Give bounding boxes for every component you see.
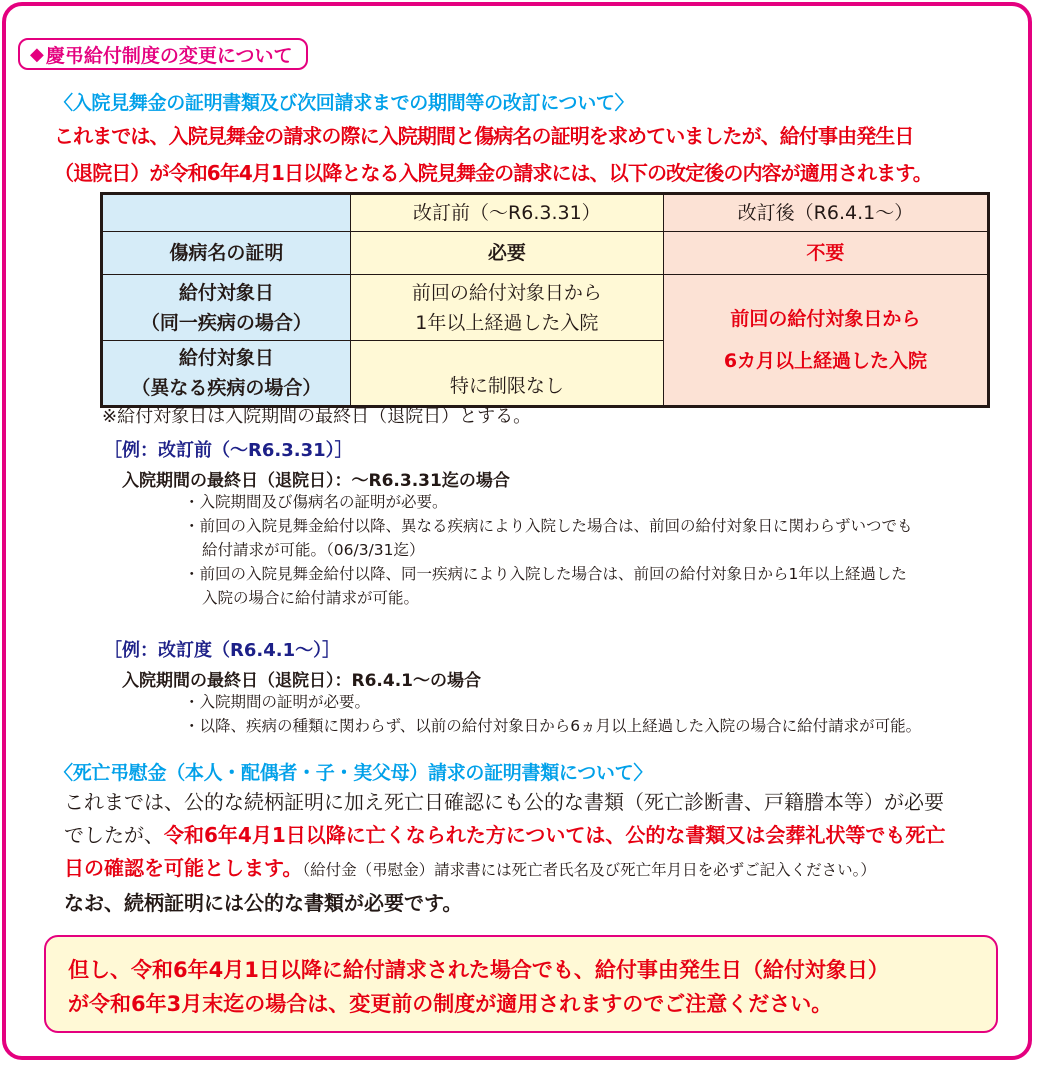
section2-paragraph [64, 786, 1014, 920]
cell-eligibility-after [663, 275, 988, 407]
row-label-line: 給付対象日 [178, 281, 274, 304]
section1-paragraph-line2: （退院日）が令和6年4月1日以降となる入院見舞金の請求には、以下の改定後の内容が適用されます。 [54, 161, 932, 185]
cell-line: 前回の給付対象日から [411, 281, 602, 304]
list-item-continuation: 給付請求が可能。（06/3/31迄） [202, 541, 425, 559]
list-item: ・入院期間の証明が必要。 [184, 693, 371, 711]
example1-subtitle: 入院期間の最終日（退院日）：〜R6.3.31迄の場合 [122, 471, 510, 491]
row-label-different-illness [102, 341, 351, 407]
page-title-text: 慶弔給付制度の変更について [45, 44, 293, 67]
section2-line3-note: （給付金（弔慰金）請求書には死亡者氏名及び死亡年月日を必ずご記入ください。） [302, 861, 876, 879]
example1-bullets [184, 490, 913, 610]
section2-heading: 〈死亡弔慰金（本人・配偶者・子・実父母）請求の証明書類について〉 [54, 762, 653, 784]
row-label-line: （同一疾病の場合） [140, 311, 312, 334]
cell-line: 1年以上経過した入院 [415, 311, 599, 334]
list-item-continuation: 入院の場合に給付請求が可能。 [202, 589, 420, 607]
row-label-diagnosis: 傷病名の証明 [102, 232, 351, 275]
header-after: 改訂後（R6.4.1〜） [663, 194, 988, 232]
cell-line: 前回の給付対象日から [730, 308, 921, 330]
section2-line3 [64, 852, 1014, 887]
section1-heading: 〈入院見舞金の証明書類及び次回請求までの期間等の改訂について〉 [54, 92, 634, 114]
table-row [102, 275, 989, 341]
header-before: 改訂前（〜R6.3.31） [350, 194, 663, 232]
section1-paragraph-line1: これまでは、入院見舞金の請求の際に入院期間と傷病名の証明を求めていましたが、給付事由発生日 [54, 124, 914, 148]
row-label-line: （異なる疾病の場合） [131, 377, 322, 399]
table-corner-cell [102, 194, 351, 232]
list-item: ・入院期間及び傷病名の証明が必要。 [184, 493, 448, 511]
notice-line1: 但し、令和6年4月1日以降に給付請求された場合でも、給付事由発生日（給付対象日） [68, 958, 889, 982]
cell-same-illness-before [350, 275, 663, 341]
section2-line4: なお、続柄証明には公的な書類が必要です。 [64, 891, 463, 915]
cell-different-illness-before: 特に制限なし [350, 341, 663, 407]
table-header-row [102, 194, 989, 232]
notice-box [44, 935, 998, 1033]
row-label-line: 給付対象日 [178, 347, 274, 369]
page-title [18, 38, 308, 70]
section2-line2 [64, 819, 1014, 852]
cell-line: 6カ月以上経過した入院 [723, 350, 928, 372]
section2-line3-highlight: 日の確認を可能とします。 [64, 856, 303, 880]
list-item: ・以降、疾病の種類に関わらず、以前の給付対象日から6ヵ月以上経過した入院の場合に給付請求が可能。 [184, 717, 922, 735]
diamond-icon: ◆ [30, 43, 44, 65]
section2-line1: これまでは、公的な続柄証明に加え死亡日確認にも公的な書類（死亡診断書、戸籍謄本等）が必要 [64, 790, 944, 814]
list-item: ・前回の入院見舞金給付以降、同一疾病により入院した場合は、前回の給付対象日から1年以上経過した [184, 565, 907, 583]
row-label-same-illness [102, 275, 351, 341]
list-item: ・前回の入院見舞金給付以降、異なる疾病により入院した場合は、前回の給付対象日に関わらずいつでも [184, 517, 913, 535]
comparison-table [100, 192, 990, 408]
example2-subtitle: 入院期間の最終日（退院日）：R6.4.1〜の場合 [122, 671, 481, 691]
table-footnote: ※給付対象日は入院期間の最終日（退院日）とする。 [102, 406, 532, 427]
section2-line2-highlight: 令和6年4月1日以降に亡くなられた方については、公的な書類又は会葬礼状等でも死亡 [164, 823, 946, 847]
example1-label: ［例：改訂前（〜R6.3.31）］ [104, 440, 353, 461]
section2-line2-plain: でしたが、 [64, 823, 164, 847]
example2-bullets [184, 690, 921, 738]
section1-paragraph [54, 118, 1014, 192]
notice-line2: が令和6年3月末迄の場合は、変更前の制度が適用されますのでご注意ください。 [68, 992, 833, 1016]
cell-diagnosis-before: 必要 [350, 232, 663, 275]
example2-label: ［例：改訂度（R6.4.1〜）］ [104, 640, 341, 661]
table-row [102, 232, 989, 275]
cell-diagnosis-after: 不要 [663, 232, 988, 275]
